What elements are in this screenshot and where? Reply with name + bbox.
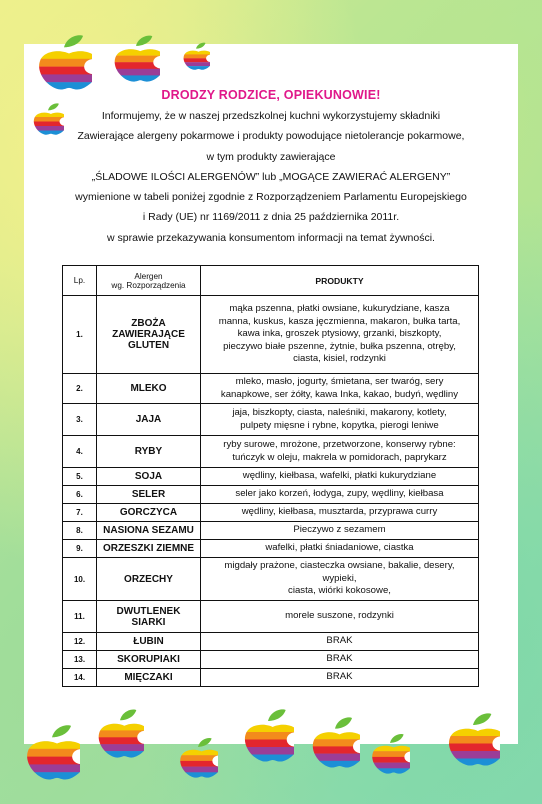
products-cell bbox=[201, 633, 479, 651]
row-number: 6. bbox=[63, 486, 97, 504]
products-line: wypieki, bbox=[322, 572, 357, 584]
products-line: migdały prażone, ciasteczka owsiane, bakalie, desery, bbox=[224, 560, 455, 572]
allergen-name bbox=[97, 296, 201, 374]
table-row bbox=[63, 486, 479, 504]
allergen-name-line: NASIONA SEZAMU bbox=[103, 525, 194, 536]
intro-line: Zawierające alergeny pokarmowe i produkty powodujące nietolerancje pokarmowe, bbox=[77, 130, 465, 143]
allergen-name bbox=[97, 504, 201, 522]
intro-line: Informujemy, że w naszej przedszkolnej kuchni wykorzystujemy składniki bbox=[101, 110, 441, 122]
allergen-name-line: ŁUBIN bbox=[133, 636, 164, 647]
allergen-name-line: JAJA bbox=[135, 414, 162, 425]
allergen-name bbox=[97, 522, 201, 540]
allergen-name-line: SIARKI bbox=[131, 616, 166, 628]
row-number: 2. bbox=[63, 374, 97, 404]
products-cell bbox=[201, 522, 479, 540]
row-number: 12. bbox=[63, 633, 97, 651]
products-line: mleko, masło, jogurty, śmietana, ser twaróg, sery bbox=[235, 375, 444, 387]
allergen-name-line: RYBY bbox=[134, 446, 163, 457]
intro-line: i Rady (UE) nr 1169/2011 z dnia 25 października 2011r. bbox=[142, 211, 400, 224]
page-title: DRODZY RODZICE, OPIEKUNOWIE! bbox=[161, 88, 381, 102]
products-line: tuńczyk w oleju, makrela w pomidorach, paprykarz bbox=[232, 451, 447, 463]
products-line: wędliny, kiełbasa, wafelki, płatki kukurydziane bbox=[242, 470, 437, 482]
allergen-name-line: MIĘCZAKI bbox=[124, 672, 173, 683]
allergen-name bbox=[97, 486, 201, 504]
products-line: Pieczywo z sezamem bbox=[293, 524, 386, 536]
products-cell bbox=[201, 651, 479, 669]
intro-line: w sprawie przekazywania konsumentom informacji na temat żywności. bbox=[107, 231, 435, 244]
products-line: wędliny, kiełbasa, musztarda, przyprawa curry bbox=[241, 506, 438, 518]
allergen-name-line: GLUTEN bbox=[127, 340, 170, 351]
products-line: manna, kuskus, kasza jęczmienna, makaron, bułka tarta, bbox=[218, 315, 461, 327]
products-line: kanapkowe, ser żółty, kawa Inka, kakao, budyń, wędliny bbox=[220, 388, 459, 400]
table-row bbox=[63, 404, 479, 436]
allergen-name bbox=[97, 558, 201, 601]
products-cell bbox=[201, 486, 479, 504]
products-cell bbox=[201, 374, 479, 404]
row-number: 14. bbox=[63, 669, 97, 687]
products-line: wafelki, płatki śniadaniowe, ciastka bbox=[265, 542, 414, 554]
header-allergen-line: Alergen bbox=[134, 271, 163, 281]
allergen-name bbox=[97, 601, 201, 633]
table-row bbox=[63, 504, 479, 522]
products-line: BRAK bbox=[326, 671, 353, 683]
products-cell bbox=[201, 436, 479, 468]
products-line: pieczywo białe pszenne, żytnie, bułka pszenna, otręby, bbox=[223, 340, 456, 352]
allergen-name bbox=[97, 468, 201, 486]
products-line: kawa inka, groszek ptysiowy, grzanki, biszkopty, bbox=[237, 328, 442, 340]
allergen-name bbox=[97, 651, 201, 669]
allergen-name bbox=[97, 540, 201, 558]
products-line: BRAK bbox=[326, 635, 353, 647]
table-row bbox=[63, 601, 479, 633]
intro-line: w tym produkty zawierające bbox=[206, 150, 336, 163]
table-row bbox=[63, 374, 479, 404]
products-line: seler jako korzeń, łodyga, zupy, wędliny, kiełbasa bbox=[235, 488, 444, 500]
allergen-name-line: SKORUPIAKI bbox=[117, 654, 180, 665]
header-products: PRODUKTY bbox=[201, 266, 479, 296]
products-cell bbox=[201, 669, 479, 687]
allergen-name-line: ZBOŻA bbox=[131, 318, 166, 329]
table-header-row bbox=[63, 266, 479, 296]
table-row bbox=[63, 436, 479, 468]
allergen-name bbox=[97, 669, 201, 687]
products-cell bbox=[201, 540, 479, 558]
allergen-name-line: SELER bbox=[131, 489, 166, 500]
table-row bbox=[63, 669, 479, 687]
allergen-name-line: GORCZYCA bbox=[119, 507, 178, 518]
allergen-name-line: DWUTLENEK bbox=[116, 605, 181, 617]
table-row bbox=[63, 522, 479, 540]
row-number: 1. bbox=[63, 296, 97, 374]
header-allergen-line: wg. Rozporządzenia bbox=[111, 280, 186, 290]
row-number: 7. bbox=[63, 504, 97, 522]
allergen-name bbox=[97, 404, 201, 436]
allergen-name-line: ORZESZKI ZIEMNE bbox=[102, 543, 195, 554]
header-allergen bbox=[97, 266, 201, 296]
allergen-name bbox=[97, 374, 201, 404]
products-cell bbox=[201, 601, 479, 633]
allergen-name bbox=[97, 633, 201, 651]
allergen-table bbox=[62, 265, 479, 687]
intro-line: wymienione w tabeli poniżej zgodnie z Rozporządzeniem Parlamentu Europejskiego bbox=[75, 191, 467, 204]
products-line: morele suszone, rodzynki bbox=[285, 610, 394, 622]
notice-header bbox=[24, 88, 518, 248]
table-row bbox=[63, 540, 479, 558]
intro-line: „ŚLADOWE ILOŚCI ALERGENÓW” lub „MOGĄCE ZAWIERAĆ ALERGENY” bbox=[91, 170, 451, 183]
allergen-name-line: ZAWIERAJĄCE bbox=[112, 329, 185, 340]
products-line: pulpety mięsne i rybne, kopytka, pierogi leniwe bbox=[240, 419, 439, 431]
table-row bbox=[63, 468, 479, 486]
products-line: ryby surowe, mrożone, przetworzone, konserwy rybne: bbox=[223, 438, 456, 450]
products-line: ciasta, kisiel, rodzynki bbox=[293, 353, 386, 365]
allergen-name-line: SOJA bbox=[134, 471, 163, 482]
table-body bbox=[63, 296, 479, 687]
header-lp: Lp. bbox=[63, 266, 97, 296]
row-number: 10. bbox=[63, 558, 97, 601]
products-line: ciasta, wiórki kokosowe, bbox=[288, 585, 391, 597]
products-cell bbox=[201, 296, 479, 374]
row-number: 3. bbox=[63, 404, 97, 436]
allergen-name bbox=[97, 436, 201, 468]
row-number: 8. bbox=[63, 522, 97, 540]
row-number: 11. bbox=[63, 601, 97, 633]
table-row bbox=[63, 651, 479, 669]
row-number: 5. bbox=[63, 468, 97, 486]
products-line: mąka pszenna, płatki owsiane, kukurydziane, kasza bbox=[229, 303, 450, 315]
products-cell bbox=[201, 404, 479, 436]
row-number: 4. bbox=[63, 436, 97, 468]
allergen-name-line: MLEKO bbox=[130, 383, 167, 394]
row-number: 13. bbox=[63, 651, 97, 669]
products-line: BRAK bbox=[326, 653, 353, 665]
products-cell bbox=[201, 468, 479, 486]
table-row bbox=[63, 558, 479, 601]
products-cell bbox=[201, 558, 479, 601]
table-row bbox=[63, 633, 479, 651]
table-row bbox=[63, 296, 479, 374]
allergen-name-line: ORZECHY bbox=[124, 573, 173, 585]
products-line: jaja, biszkopty, ciasta, naleśniki, makarony, kotlety, bbox=[232, 406, 447, 418]
products-cell bbox=[201, 504, 479, 522]
row-number: 9. bbox=[63, 540, 97, 558]
